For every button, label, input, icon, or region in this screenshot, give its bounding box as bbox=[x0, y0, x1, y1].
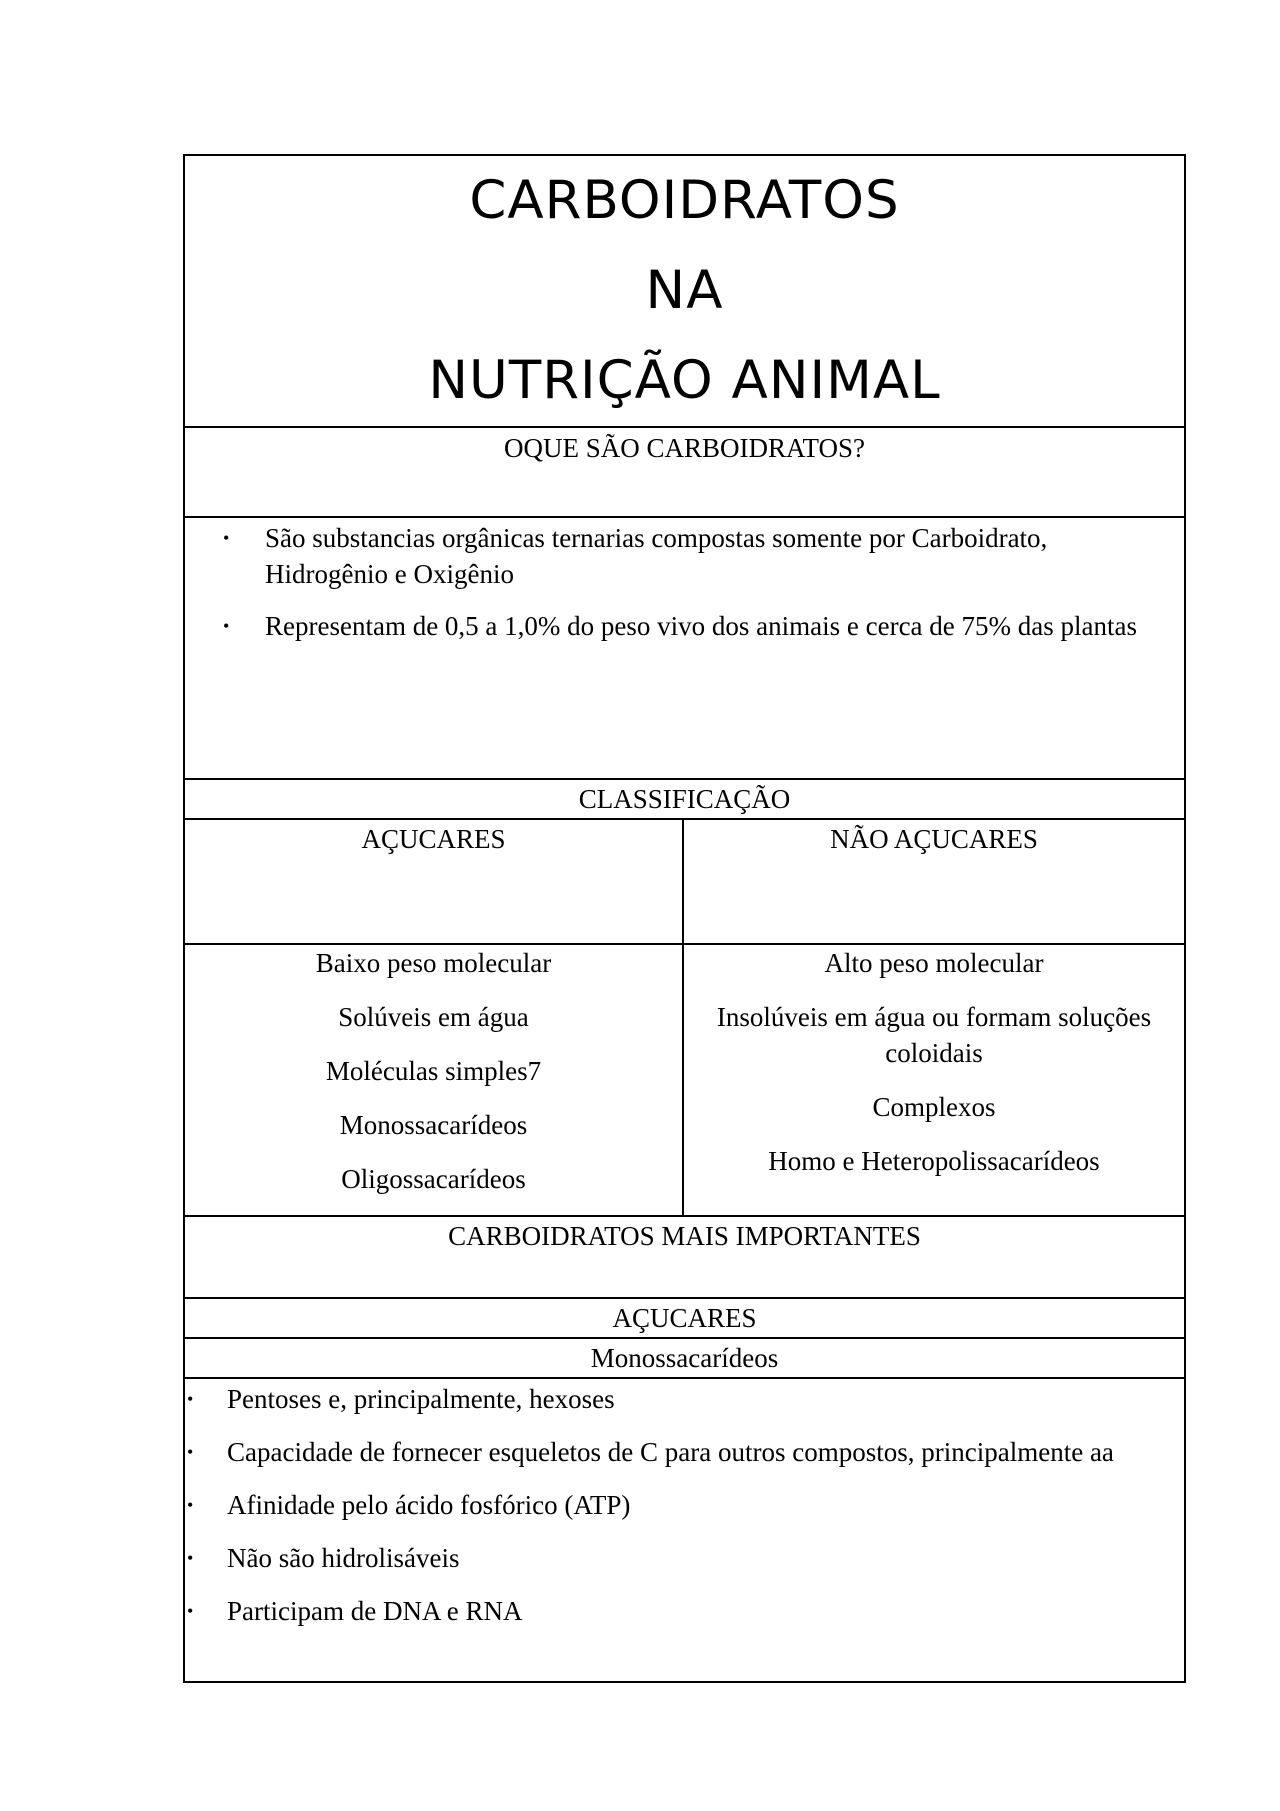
classification-heading-cell bbox=[184, 779, 1185, 819]
sugars-item: Monossacarídeos bbox=[339, 1110, 528, 1140]
content-table bbox=[183, 154, 1186, 1683]
sugars-heading: AÇUCARES bbox=[361, 824, 506, 854]
sugars-item: Oligossacarídeos bbox=[341, 1164, 526, 1194]
definition-cell bbox=[184, 517, 1185, 779]
sugars-list-cell bbox=[184, 944, 683, 1216]
group-heading: AÇUCARES bbox=[612, 1303, 757, 1333]
title-line-2: NA bbox=[645, 260, 724, 321]
monosaccharides-cell bbox=[184, 1378, 1185, 1682]
question-heading: OQUE SÃO CARBOIDRATOS? bbox=[503, 433, 866, 463]
group-heading-cell bbox=[184, 1298, 1185, 1338]
classification-heading: CLASSIFICAÇÃO bbox=[578, 784, 791, 814]
sugars-heading-cell bbox=[184, 819, 683, 944]
definition-item: • Representam de 0,5 a 1,0% do peso vivo dos animais e cerca de 75% das plantas bbox=[265, 608, 1174, 644]
subgroup-heading: Monossacarídeos bbox=[590, 1343, 779, 1373]
non-sugars-item: Alto peso molecular bbox=[824, 948, 1044, 978]
non-sugars-heading-cell bbox=[683, 819, 1185, 944]
title-cell bbox=[184, 155, 1185, 427]
definition-list bbox=[185, 520, 1184, 644]
monosaccharides-item: • Participam de DNA e RNA bbox=[227, 1593, 1174, 1629]
monosaccharides-item: • Não são hidrolisáveis bbox=[227, 1540, 1174, 1576]
non-sugars-heading: NÃO AÇUCARES bbox=[830, 824, 1038, 854]
monosaccharides-list bbox=[185, 1381, 1184, 1629]
question-cell bbox=[184, 427, 1185, 517]
monosaccharides-item: • Afinidade pelo ácido fosfórico (ATP) bbox=[227, 1487, 1174, 1523]
non-sugars-item: Complexos bbox=[872, 1092, 996, 1122]
important-heading: CARBOIDRATOS MAIS IMPORTANTES bbox=[448, 1221, 921, 1251]
sugars-item: Moléculas simples7 bbox=[325, 1056, 542, 1086]
title-line-3: NUTRIÇÃO ANIMAL bbox=[428, 350, 941, 411]
monosaccharides-item: • Capacidade de fornecer esqueletos de C para outros compostos, principalmente aa bbox=[227, 1434, 1174, 1470]
sugars-item: Baixo peso molecular bbox=[315, 948, 552, 978]
subgroup-heading-cell bbox=[184, 1338, 1185, 1378]
non-sugars-item: Homo e Heteropolissacarídeos bbox=[768, 1146, 1100, 1176]
sugars-item: Solúveis em água bbox=[338, 1002, 529, 1032]
definition-item: • São substancias orgânicas ternarias compostas somente por Carboidrato, Hidrogênio e Oxigênio bbox=[265, 520, 1174, 592]
title-line-1: CARBOIDRATOS bbox=[469, 170, 900, 231]
non-sugars-list-cell bbox=[683, 944, 1185, 1216]
important-heading-cell bbox=[184, 1216, 1185, 1298]
monosaccharides-item: • Pentoses e, principalmente, hexoses bbox=[227, 1381, 1174, 1417]
non-sugars-item: Insolúveis em água ou formam soluções coloidais bbox=[716, 1002, 1152, 1068]
